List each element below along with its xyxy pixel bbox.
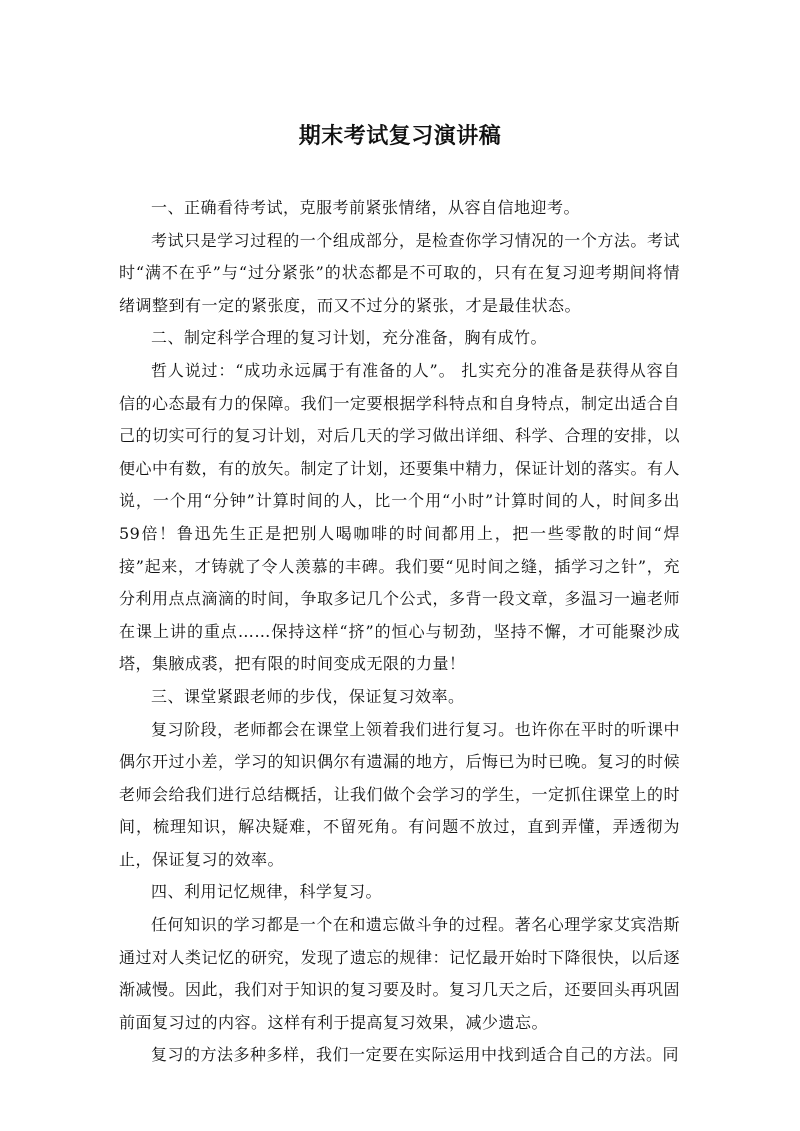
- paragraph-5: 复习的方法多种多样，我们一定要在实际运用中找到适合自己的方法。同: [151, 1045, 680, 1065]
- paragraph-4: 任何知识的学习都是一个在和遗忘做斗争的过程。著名心理学家艾宾浩斯通过对人类记忆的研究，发现了遗忘的规律：记忆最开始时下降很快，以后逐渐减慢。因此，我们对于知识的复习要及时。复习几天之后，还要回头再巩固前面复习过的内容。这样有利于提高复习效果，减少遗忘。: [119, 915, 681, 1032]
- heading-2: 二、制定科学合理的复习计划，充分准备，胸有成竹。: [151, 328, 548, 348]
- heading-1: 一、正确看待考试，克服考前紧张情绪，从容自信地迎考。: [151, 198, 581, 217]
- paragraph-1: 考试只是学习过程的一个组成部分，是检查你学习情况的一个方法。考试时“满不在乎”与“过分紧张”的状态都是不可取的，只有在复习迎考期间将情绪调整到有一定的紧张度，而又不过分的紧张，才是最佳状态。: [119, 230, 680, 315]
- heading-4: 四、利用记忆规律，科学复习。: [151, 882, 383, 902]
- document-body: [119, 192, 680, 1072]
- paragraph-2: 哲人说过：“成功永远属于有准备的人”。 扎实充分的准备是获得从容自信的心态最有力的保障。我们一定要根据学科特点和自身特点，制定出适合自己的切实可行的复习计划，对后几天的学习做出详细、科学、合理的安排，以便心中有数，有的放矢。制定了计划，还要集中精力，保证计划的落实。有人说，一个用“分钟”计算时间的人，比一个用“小时”计算时间的人，时间多出59倍！鲁迅先生正是把别人喝咖啡的时间都用上，把一些零散的时间“焊接”起来，才铸就了令人羡慕的丰碑。我们要“见时间之缝，插学习之针”，充分利用点点滴滴的时间，争取多记几个公式，多背一段文章，多温习一遍老师在课上讲的重点……保持这样“挤”的恒心与韧劲，坚持不懈，才可能聚沙成塔，集腋成裘，把有限的时间变成无限的力量！: [119, 360, 681, 674]
- document-title: 期末考试复习演讲稿: [298, 124, 502, 149]
- heading-3: 三、课堂紧跟老师的步伐，保证复习效率。: [151, 686, 465, 706]
- paragraph-3: 复习阶段，老师都会在课堂上领着我们进行复习。也许你在平时的听课中偶尔开过小差，学习的知识偶尔有遗漏的地方，后悔已为时已晚。复习的时候老师会给我们进行总结概括，让我们做个会学习的学生，一定抓住课堂上的时间，梳理知识，解决疑难，不留死角。有问题不放过，直到弄懂，弄透彻为止，保证复习的效率。: [119, 719, 681, 869]
